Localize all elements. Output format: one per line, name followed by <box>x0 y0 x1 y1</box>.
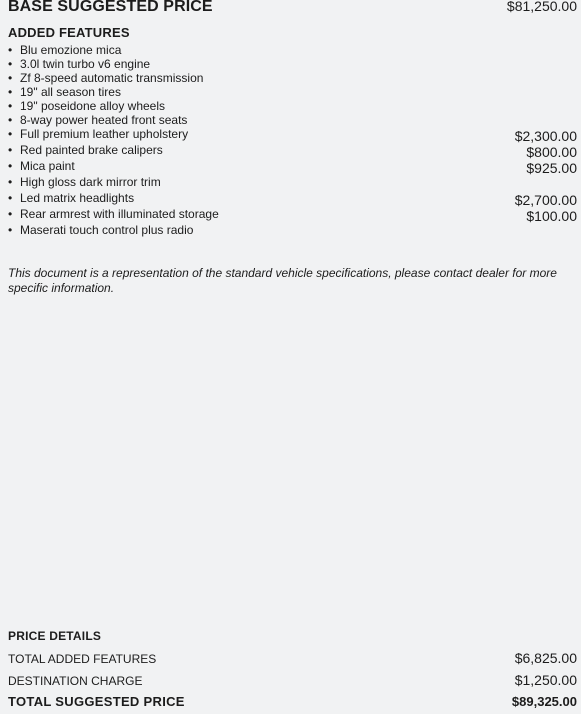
feature-label: Blu emozione mica <box>20 43 122 57</box>
feature-label: 19" all season tires <box>20 85 121 99</box>
feature-label: Rear armrest with illuminated storage <box>20 207 219 221</box>
feature-label: Full premium leather upholstery <box>20 127 189 141</box>
list-item <box>8 159 577 175</box>
base-price-value: $81,250.00 <box>506 0 577 14</box>
feature-price: $800.00 <box>526 144 577 160</box>
bullet-icon: • <box>8 159 13 173</box>
total-suggested-price-value: $89,325.00 <box>511 694 577 709</box>
feature-label: 3.0l twin turbo v6 engine <box>20 57 151 71</box>
feature-price: $2,700.00 <box>514 192 577 208</box>
destination-charge-row <box>8 672 577 688</box>
destination-charge-value: $1,250.00 <box>514 672 577 688</box>
feature-label: High gloss dark mirror trim <box>20 175 161 189</box>
list-item <box>8 207 577 223</box>
list-item <box>8 99 577 113</box>
total-added-features-value: $6,825.00 <box>514 650 577 666</box>
feature-label: Led matrix headlights <box>20 191 135 205</box>
feature-label: Zf 8-speed automatic transmission <box>20 71 204 85</box>
list-item <box>8 43 577 57</box>
added-features-list <box>8 43 577 239</box>
list-item <box>8 71 577 85</box>
list-item <box>8 175 577 191</box>
bullet-icon: • <box>8 43 13 57</box>
bullet-icon: • <box>8 175 13 189</box>
feature-label: Maserati touch control plus radio <box>20 223 194 237</box>
bullet-icon: • <box>8 113 13 127</box>
disclaimer-text: This document is a representation of the standard vehicle specifications, please contact dealer for more specific information. <box>8 266 557 295</box>
list-item <box>8 113 577 127</box>
base-price-row <box>8 0 577 18</box>
list-item <box>8 223 577 239</box>
bullet-icon: • <box>8 223 13 237</box>
feature-label: 8-way power heated front seats <box>20 113 188 127</box>
feature-price: $100.00 <box>526 208 577 224</box>
list-item <box>8 127 577 143</box>
price-details-title: PRICE DETAILS <box>8 629 102 643</box>
bullet-icon: • <box>8 99 13 113</box>
total-added-features-label: TOTAL ADDED FEATURES <box>8 652 157 666</box>
bullet-icon: • <box>8 191 13 205</box>
feature-label: Red painted brake calipers <box>20 143 163 157</box>
total-suggested-price-label: TOTAL SUGGESTED PRICE <box>8 694 185 709</box>
base-price-title: BASE SUGGESTED PRICE <box>8 0 213 15</box>
bullet-icon: • <box>8 85 13 99</box>
feature-label: 19" poseidone alloy wheels <box>20 99 166 113</box>
bullet-icon: • <box>8 143 13 157</box>
bullet-icon: • <box>8 127 13 141</box>
list-item <box>8 143 577 159</box>
bullet-icon: • <box>8 71 13 85</box>
total-added-features-row <box>8 650 577 666</box>
added-features-title: ADDED FEATURES <box>8 25 130 40</box>
bullet-icon: • <box>8 57 13 71</box>
list-item <box>8 85 577 99</box>
feature-price: $2,300.00 <box>514 128 577 144</box>
total-suggested-price-row <box>8 694 577 709</box>
feature-label: Mica paint <box>20 159 75 173</box>
list-item <box>8 57 577 71</box>
feature-price: $925.00 <box>526 160 577 176</box>
list-item <box>8 191 577 207</box>
bullet-icon: • <box>8 207 13 221</box>
destination-charge-label: DESTINATION CHARGE <box>8 674 143 688</box>
